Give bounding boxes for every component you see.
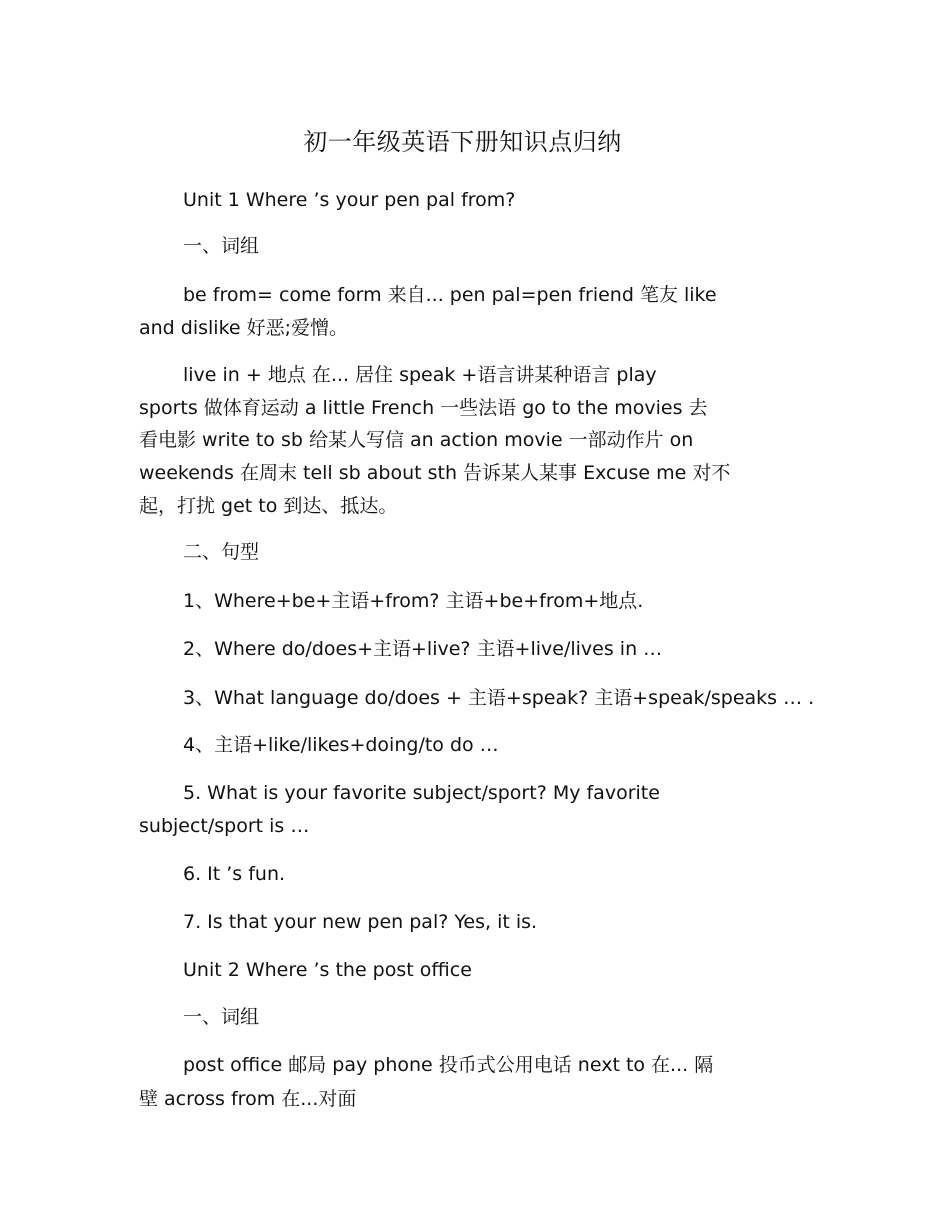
- unit1-heading: Unit 1 Where ’s your pen pal from?: [183, 189, 516, 211]
- unit2-phrases-p1-line2: 壁 across from 在...对面: [139, 1088, 357, 1110]
- unit1-sentence-5-line2: subject/sport is …: [139, 815, 310, 837]
- unit1-phrases-p1-line1: be from= come form 来自... pen pal=pen friend 笔友 like: [183, 284, 717, 306]
- unit1-phrases-p2-line3: 看电影 write to sb 给某人写信 an action movie 一部动作片 on: [139, 429, 694, 451]
- page-title: 初一年级英语下册知识点归纳: [303, 128, 622, 156]
- unit1-phrases-p2-line1: live in + 地点 在... 居住 speak +语言讲某种语言 play: [183, 364, 657, 386]
- unit1-sentence-6: 6. It ’s fun.: [183, 863, 286, 885]
- unit1-sentence-2: 2、Where do/does+主语+live? 主语+live/lives in …: [183, 638, 663, 660]
- unit2-heading: Unit 2 Where ’s the post office: [183, 959, 472, 981]
- unit1-sentence-3: 3、What language do/does + 主语+speak? 主语+speak/speaks … .: [183, 687, 815, 709]
- unit1-sentence-5-line1: 5. What is your favorite subject/sport? My favorite: [183, 782, 660, 804]
- unit2-phrases-heading: 一、词组: [183, 1006, 260, 1028]
- unit1-phrases-p2-line4: weekends 在周末 tell sb about sth 告诉某人某事 Excuse me 对不: [139, 462, 731, 484]
- unit1-phrases-heading: 一、词组: [183, 235, 260, 257]
- unit1-phrases-p2-line5: 起，打扰 get to 到达、抵达。: [139, 495, 398, 517]
- unit1-phrases-p1-line2: and dislike 好恶;爱憎。: [139, 317, 349, 339]
- unit1-phrases-p2-line2: sports 做体育运动 a little French 一些法语 go to the movies 去: [139, 397, 708, 419]
- unit1-sentence-4: 4、主语+like/likes+doing/to do …: [183, 734, 499, 756]
- unit1-sentence-1: 1、Where+be+主语+from? 主语+be+from+地点.: [183, 590, 644, 612]
- unit2-phrases-p1-line1: post office 邮局 pay phone 投币式公用电话 next to 在... 隔: [183, 1054, 714, 1076]
- unit1-sentence-7: 7. Is that your new pen pal? Yes, it is.: [183, 911, 538, 933]
- unit1-sentences-heading: 二、句型: [183, 541, 260, 563]
